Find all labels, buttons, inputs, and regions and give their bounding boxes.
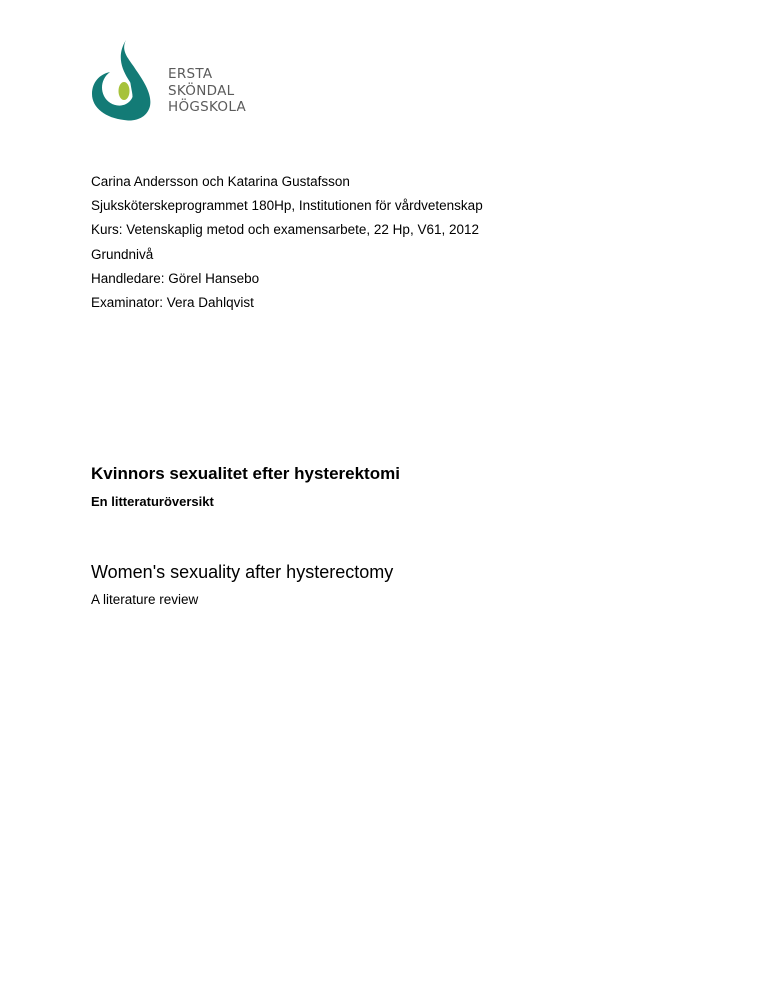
subtitle-swedish: En litteraturöversikt [91, 494, 214, 509]
program: Sjuksköterskeprogrammet 180Hp, Institutionen för vårdvetenskap [91, 198, 483, 214]
logo-wordmark [168, 66, 246, 116]
university-logo [90, 38, 270, 122]
logo-line-2: SKÖNDAL [168, 82, 235, 99]
title-swedish: Kvinnors sexualitet efter hysterektomi [91, 464, 400, 483]
logo-line-1: ERSTA [168, 66, 213, 82]
thesis-metadata [91, 170, 483, 315]
course: Kurs: Vetenskaplig metod och examensarbete, 22 Hp, V61, 2012 [91, 222, 479, 238]
supervisor: Handledare: Görel Hansebo [91, 270, 260, 286]
logo-line-3: HÖGSKOLA [168, 99, 247, 115]
subtitle-english: A literature review [91, 592, 199, 607]
level: Grundnivå [91, 246, 154, 262]
examiner: Examinator: Vera Dahlqvist [91, 295, 254, 311]
authors: Carina Andersson och Katarina Gustafsson [91, 174, 350, 189]
droplet-logo-icon [90, 38, 162, 122]
title-english: Women's sexuality after hysterectomy [91, 562, 394, 582]
